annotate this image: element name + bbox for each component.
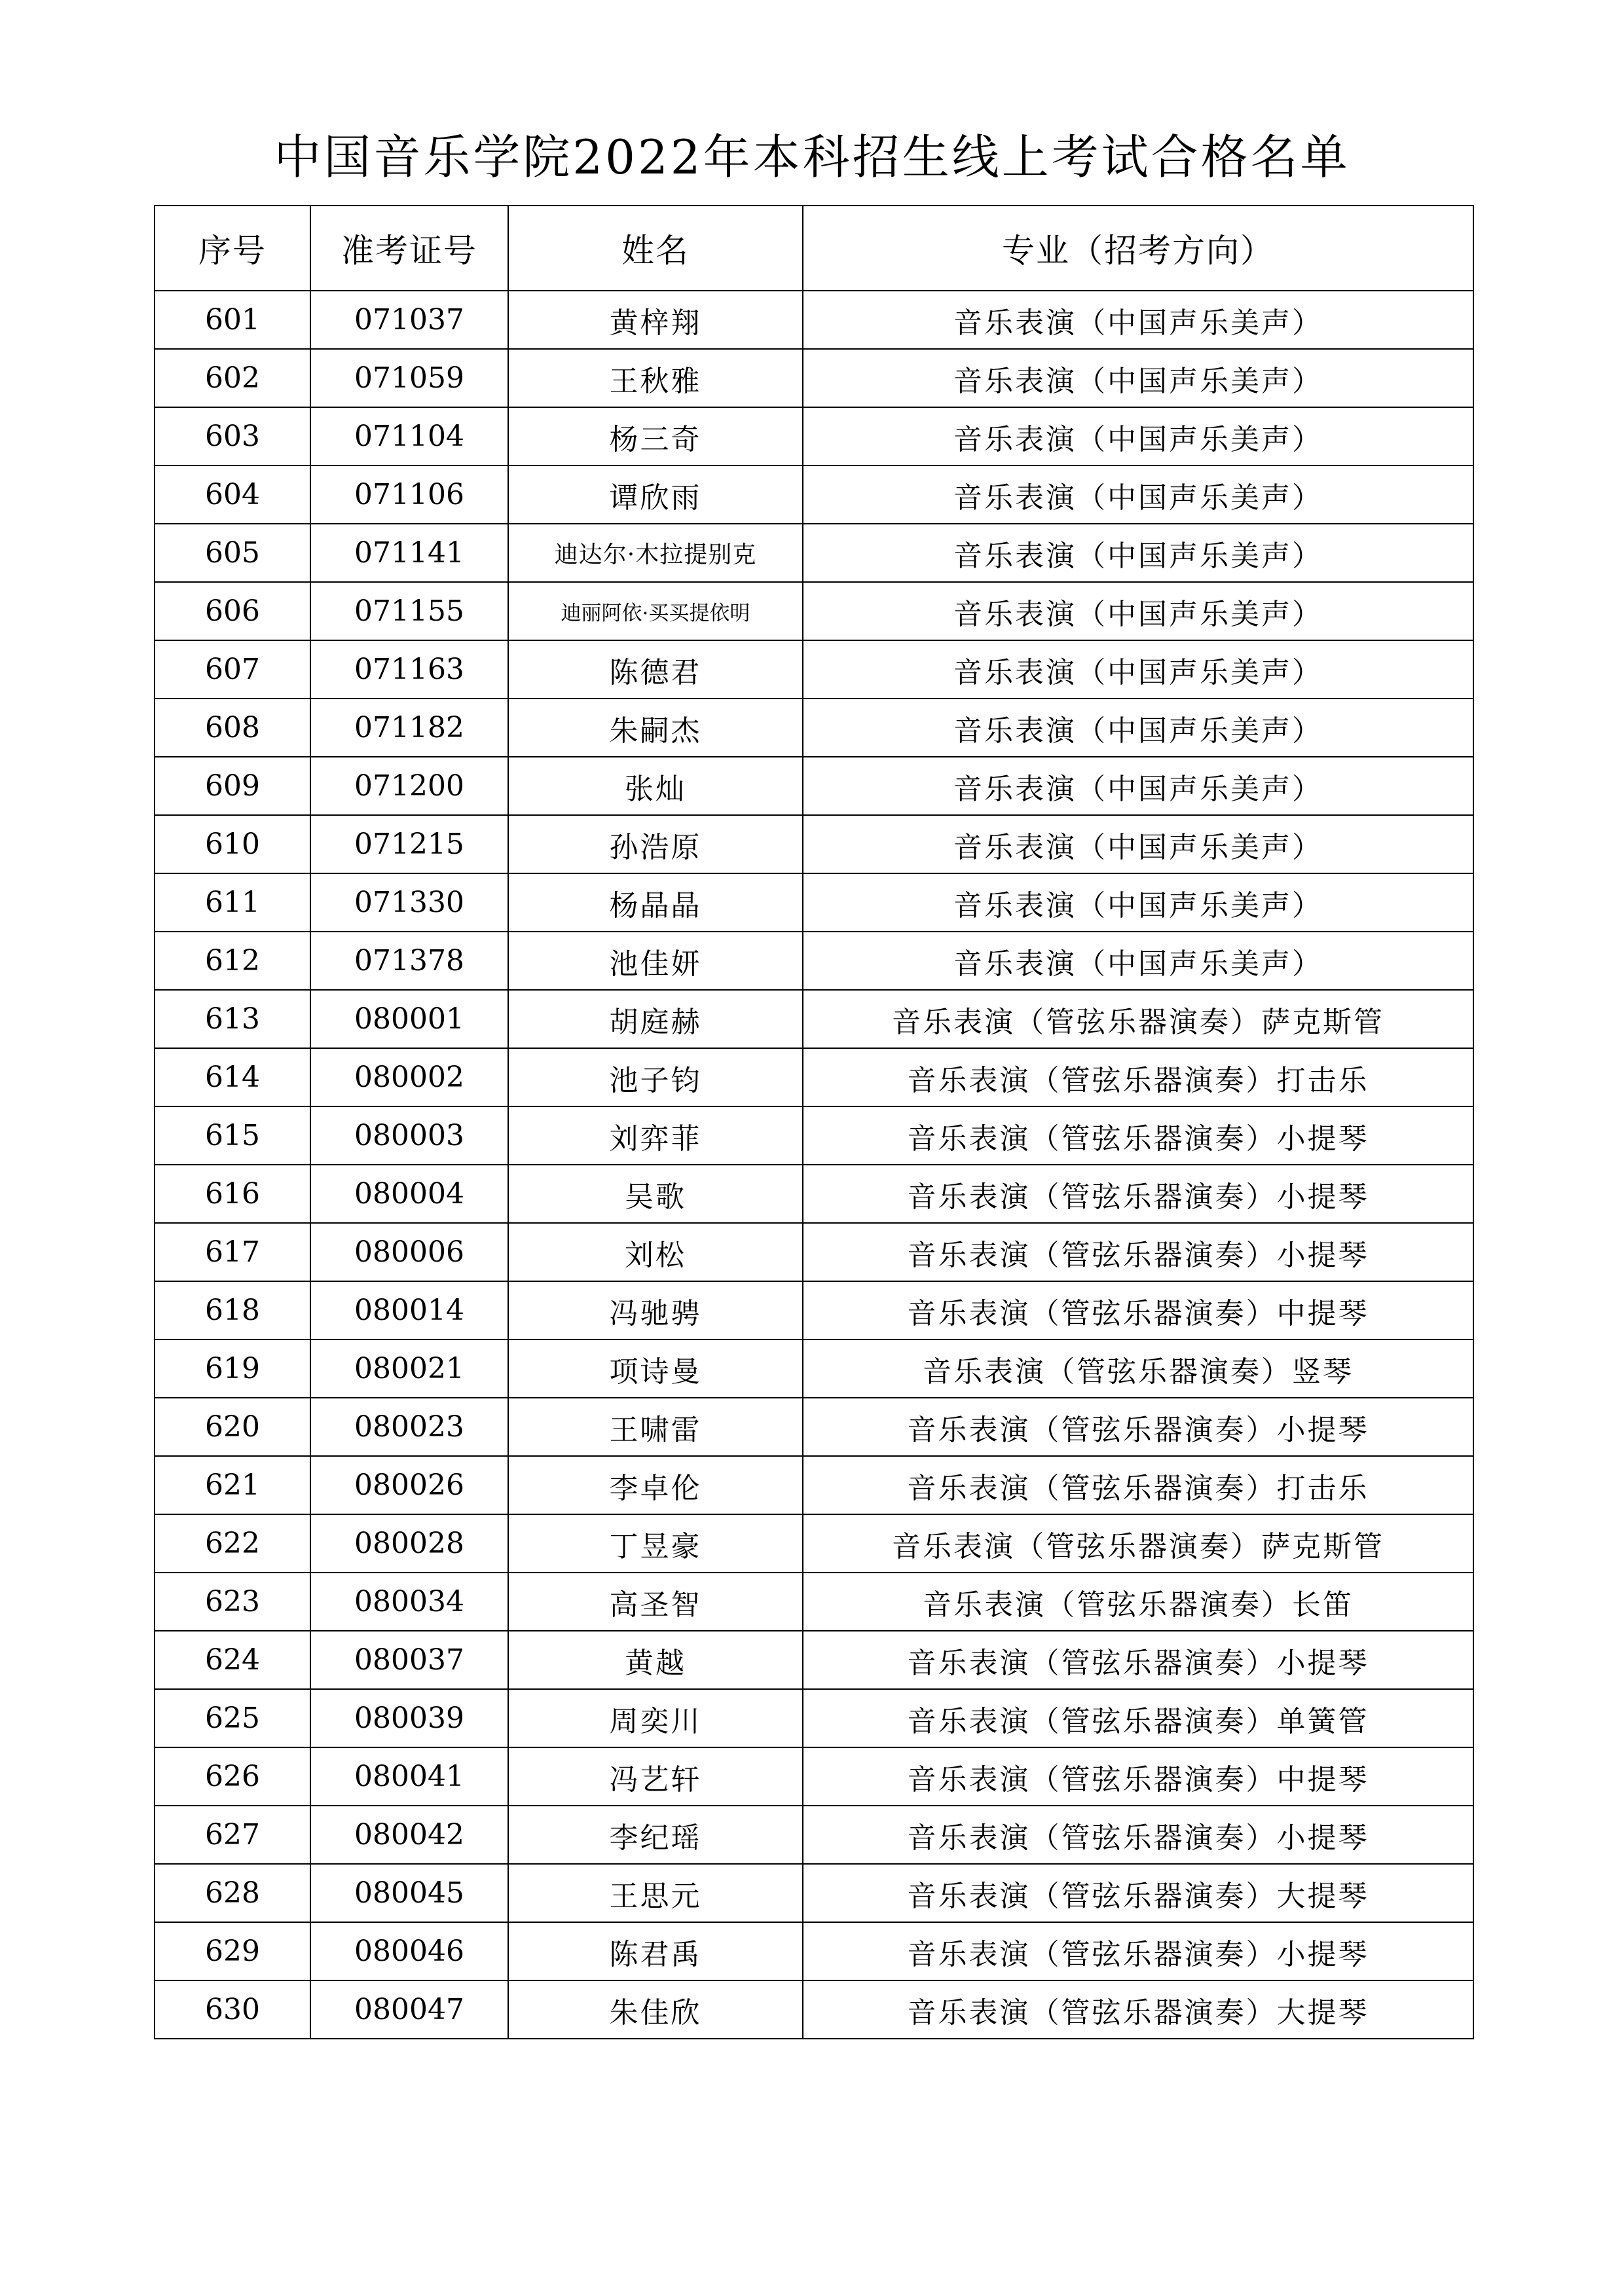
cell-ticket-number: 080047: [310, 1980, 508, 2039]
cell-ticket-number: 071141: [310, 524, 508, 582]
cell-seq: 630: [155, 1980, 310, 2039]
cell-seq: 625: [155, 1689, 310, 1747]
table-row: [155, 1514, 1473, 1573]
table-row: [155, 1048, 1473, 1106]
cell-seq: 611: [155, 873, 310, 932]
table-row: [155, 1573, 1473, 1631]
cell-major: 音乐表演（管弦乐器演奏）大提琴: [803, 1980, 1473, 2039]
table-row: [155, 1281, 1473, 1339]
cell-major: 音乐表演（管弦乐器演奏）萨克斯管: [803, 1514, 1473, 1573]
cell-name: 池佳妍: [508, 932, 803, 990]
cell-name: 张灿: [508, 757, 803, 815]
cell-ticket-number: 080037: [310, 1631, 508, 1689]
cell-ticket-number: 071059: [310, 349, 508, 407]
cell-seq: 613: [155, 990, 310, 1048]
cell-major: 音乐表演（管弦乐器演奏）长笛: [803, 1573, 1473, 1631]
cell-seq: 623: [155, 1573, 310, 1631]
cell-major: 音乐表演（中国声乐美声）: [803, 640, 1473, 699]
table-row: [155, 1223, 1473, 1281]
cell-name: 胡庭赫: [508, 990, 803, 1048]
table-row: [155, 932, 1473, 990]
cell-major: 音乐表演（管弦乐器演奏）小提琴: [803, 1106, 1473, 1165]
header-seq: 序号: [155, 206, 310, 291]
table-row: [155, 1922, 1473, 1980]
table-row: [155, 990, 1473, 1048]
cell-major: 音乐表演（管弦乐器演奏）中提琴: [803, 1281, 1473, 1339]
cell-ticket-number: 071037: [310, 291, 508, 349]
cell-seq: 618: [155, 1281, 310, 1339]
table-row: [155, 582, 1473, 640]
cell-seq: 617: [155, 1223, 310, 1281]
cell-major: 音乐表演（管弦乐器演奏）打击乐: [803, 1456, 1473, 1514]
cell-seq: 616: [155, 1165, 310, 1223]
cell-ticket-number: 071215: [310, 815, 508, 873]
cell-major: 音乐表演（中国声乐美声）: [803, 757, 1473, 815]
cell-ticket-number: 080021: [310, 1339, 508, 1398]
cell-ticket-number: 080002: [310, 1048, 508, 1106]
table-row: [155, 699, 1473, 757]
cell-major: 音乐表演（中国声乐美声）: [803, 699, 1473, 757]
table-row: [155, 349, 1473, 407]
table-row: [155, 407, 1473, 465]
cell-major: 音乐表演（中国声乐美声）: [803, 873, 1473, 932]
table-row: [155, 1864, 1473, 1922]
cell-seq: 603: [155, 407, 310, 465]
cell-ticket-number: 080004: [310, 1165, 508, 1223]
cell-name: 王秋雅: [508, 349, 803, 407]
cell-name: 朱佳欣: [508, 1980, 803, 2039]
table-row: [155, 1339, 1473, 1398]
cell-name: 李纪瑶: [508, 1806, 803, 1864]
cell-major: 音乐表演（中国声乐美声）: [803, 582, 1473, 640]
cell-name: 杨三奇: [508, 407, 803, 465]
cell-major: 音乐表演（管弦乐器演奏）小提琴: [803, 1806, 1473, 1864]
cell-ticket-number: 080042: [310, 1806, 508, 1864]
cell-name: 冯驰骋: [508, 1281, 803, 1339]
cell-seq: 604: [155, 465, 310, 524]
cell-ticket-number: 080034: [310, 1573, 508, 1631]
cell-name: 吴歌: [508, 1165, 803, 1223]
cell-name: 朱嗣杰: [508, 699, 803, 757]
cell-name: 冯艺轩: [508, 1747, 803, 1806]
cell-seq: 607: [155, 640, 310, 699]
table-row: [155, 757, 1473, 815]
cell-ticket-number: 071182: [310, 699, 508, 757]
table-body: [155, 291, 1473, 2039]
cell-ticket-number: 071163: [310, 640, 508, 699]
cell-name: 周奕川: [508, 1689, 803, 1747]
table-row: [155, 1689, 1473, 1747]
cell-name: 陈德君: [508, 640, 803, 699]
cell-name: 迪丽阿依·买买提依明: [508, 582, 803, 640]
cell-seq: 629: [155, 1922, 310, 1980]
cell-ticket-number: 080046: [310, 1922, 508, 1980]
cell-seq: 609: [155, 757, 310, 815]
table-row: [155, 1747, 1473, 1806]
cell-major: 音乐表演（中国声乐美声）: [803, 932, 1473, 990]
admission-list-table: [154, 205, 1474, 2039]
table-row: [155, 1456, 1473, 1514]
cell-seq: 615: [155, 1106, 310, 1165]
cell-name: 池子钧: [508, 1048, 803, 1106]
cell-name: 项诗曼: [508, 1339, 803, 1398]
table-row: [155, 640, 1473, 699]
table-row: [155, 815, 1473, 873]
cell-ticket-number: 071155: [310, 582, 508, 640]
cell-ticket-number: 080014: [310, 1281, 508, 1339]
cell-ticket-number: 080026: [310, 1456, 508, 1514]
cell-ticket-number: 080006: [310, 1223, 508, 1281]
table-row: [155, 1631, 1473, 1689]
cell-seq: 601: [155, 291, 310, 349]
cell-ticket-number: 080001: [310, 990, 508, 1048]
cell-name: 刘弈菲: [508, 1106, 803, 1165]
cell-ticket-number: 080023: [310, 1398, 508, 1456]
cell-ticket-number: 071200: [310, 757, 508, 815]
table-row: [155, 1165, 1473, 1223]
cell-ticket-number: 071378: [310, 932, 508, 990]
cell-seq: 610: [155, 815, 310, 873]
document-title: 中国音乐学院2022年本科招生线上考试合格名单: [274, 130, 1350, 185]
cell-ticket-number: 080028: [310, 1514, 508, 1573]
cell-seq: 626: [155, 1747, 310, 1806]
cell-major: 音乐表演（管弦乐器演奏）小提琴: [803, 1922, 1473, 1980]
cell-seq: 612: [155, 932, 310, 990]
cell-ticket-number: 071330: [310, 873, 508, 932]
table-row: [155, 1106, 1473, 1165]
cell-name: 孙浩原: [508, 815, 803, 873]
cell-name: 陈君禹: [508, 1922, 803, 1980]
cell-seq: 605: [155, 524, 310, 582]
cell-major: 音乐表演（管弦乐器演奏）小提琴: [803, 1631, 1473, 1689]
cell-name: 迪达尔·木拉提别克: [508, 524, 803, 582]
cell-major: 音乐表演（管弦乐器演奏）小提琴: [803, 1223, 1473, 1281]
cell-major: 音乐表演（中国声乐美声）: [803, 291, 1473, 349]
cell-seq: 608: [155, 699, 310, 757]
cell-major: 音乐表演（中国声乐美声）: [803, 407, 1473, 465]
cell-major: 音乐表演（管弦乐器演奏）大提琴: [803, 1864, 1473, 1922]
cell-seq: 622: [155, 1514, 310, 1573]
header-ticket-number: 准考证号: [310, 206, 508, 291]
cell-ticket-number: 080039: [310, 1689, 508, 1747]
cell-major: 音乐表演（中国声乐美声）: [803, 815, 1473, 873]
cell-major: 音乐表演（管弦乐器演奏）小提琴: [803, 1398, 1473, 1456]
table-row: [155, 465, 1473, 524]
cell-name: 刘松: [508, 1223, 803, 1281]
cell-seq: 619: [155, 1339, 310, 1398]
cell-name: 丁昱豪: [508, 1514, 803, 1573]
table-row: [155, 291, 1473, 349]
cell-major: 音乐表演（管弦乐器演奏）萨克斯管: [803, 990, 1473, 1048]
table-row: [155, 1398, 1473, 1456]
cell-major: 音乐表演（中国声乐美声）: [803, 465, 1473, 524]
cell-name: 王啸雷: [508, 1398, 803, 1456]
table-row: [155, 1806, 1473, 1864]
table-row: [155, 873, 1473, 932]
cell-ticket-number: 080003: [310, 1106, 508, 1165]
cell-major: 音乐表演（管弦乐器演奏）中提琴: [803, 1747, 1473, 1806]
cell-seq: 614: [155, 1048, 310, 1106]
cell-ticket-number: 071104: [310, 407, 508, 465]
cell-seq: 621: [155, 1456, 310, 1514]
cell-major: 音乐表演（管弦乐器演奏）打击乐: [803, 1048, 1473, 1106]
cell-major: 音乐表演（管弦乐器演奏）竖琴: [803, 1339, 1473, 1398]
cell-seq: 624: [155, 1631, 310, 1689]
table-row: [155, 524, 1473, 582]
cell-name: 谭欣雨: [508, 465, 803, 524]
cell-name: 黄越: [508, 1631, 803, 1689]
cell-name: 李卓伦: [508, 1456, 803, 1514]
cell-major: 音乐表演（中国声乐美声）: [803, 524, 1473, 582]
header-name: 姓名: [508, 206, 803, 291]
cell-seq: 602: [155, 349, 310, 407]
cell-major: 音乐表演（管弦乐器演奏）小提琴: [803, 1165, 1473, 1223]
cell-ticket-number: 080041: [310, 1747, 508, 1806]
cell-name: 黄梓翔: [508, 291, 803, 349]
table-row: [155, 1980, 1473, 2039]
cell-seq: 627: [155, 1806, 310, 1864]
cell-major: 音乐表演（管弦乐器演奏）单簧管: [803, 1689, 1473, 1747]
cell-major: 音乐表演（中国声乐美声）: [803, 349, 1473, 407]
header-major: 专业（招考方向）: [803, 206, 1473, 291]
cell-name: 高圣智: [508, 1573, 803, 1631]
cell-seq: 606: [155, 582, 310, 640]
cell-seq: 628: [155, 1864, 310, 1922]
cell-ticket-number: 080045: [310, 1864, 508, 1922]
cell-name: 杨晶晶: [508, 873, 803, 932]
cell-name: 王思元: [508, 1864, 803, 1922]
cell-seq: 620: [155, 1398, 310, 1456]
table-header-row: [155, 206, 1473, 291]
cell-ticket-number: 071106: [310, 465, 508, 524]
